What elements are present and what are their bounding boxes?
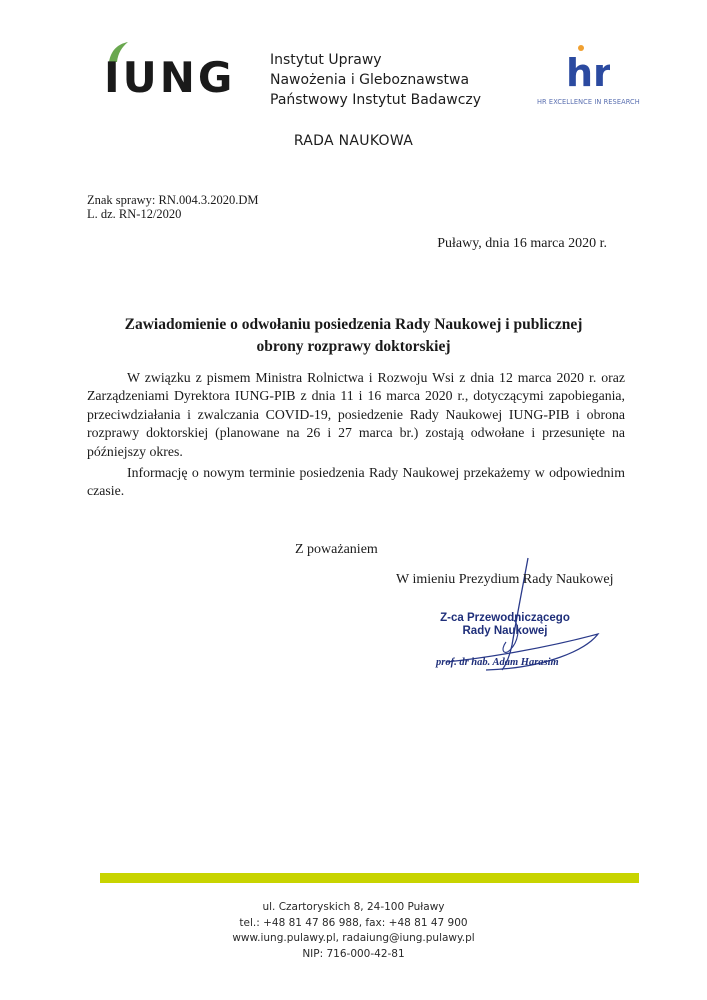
title-line-1: Zawiadomienie o odwołaniu posiedzenia Rady Naukowej i publicznej (124, 316, 583, 333)
institute-name (270, 50, 481, 110)
footer-phone: tel.: +48 81 47 86 988, fax: +48 81 47 900 (239, 916, 468, 929)
signatory-name: prof. dr hab. Adam Harasim (436, 657, 559, 668)
journal-number: L. dz. RN-12/2020 (87, 207, 182, 221)
svg-text:IUNG: IUNG (104, 53, 236, 100)
hr-excellence-logo (560, 42, 610, 92)
footer-address: ul. Czartoryskich 8, 24-100 Puławy (262, 901, 445, 913)
stamp-line-2: Rady Naukowej (462, 625, 548, 637)
on-behalf-line: W imieniu Prezydium Rady Naukowej (396, 572, 614, 587)
document-title (80, 314, 627, 358)
svg-text:hr: hr (566, 51, 610, 92)
case-number: Znak sprawy: RN.004.3.2020.DM (87, 193, 259, 207)
institute-line-1: Instytut Uprawy (270, 52, 382, 68)
institute-line-3: Państwowy Instytut Badawczy (270, 92, 482, 108)
institute-line-2: Nawożenia i Gleboznawstwa (270, 72, 470, 88)
footer-web: www.iung.pulawy.pl, radaiung@iung.pulawy.pl (232, 932, 475, 944)
stamp-line-1: Z-ca Przewodniczącego (440, 612, 570, 624)
iung-logo (104, 40, 260, 100)
council-heading: RADA NAUKOWA (293, 133, 414, 149)
body-paragraph-1: W związku z pismem Ministra Rolnictwa i Rozwoju Wsi z dnia 12 marca 2020 r. oraz Zarządzeniami Dyrektora IUNG-PIB z dnia 11 i 16 marca 2020 r., dotyczącymi zapobiegania, przeciwdziałania i zwalczania COVID-19, posiedzenie Rady Naukowej IUNG-PIB i obrona rozprawy doktorskiej (planowane na 26 i 27 marca br.) zostają odwołane i przesunięte na późniejszy okres. (87, 370, 625, 459)
footer-nip: NIP: 716-000-42-81 (302, 947, 405, 960)
title-line-2: obrony rozprawy doktorskiej (256, 338, 451, 355)
stamp-block (440, 612, 570, 638)
closing-regards: Z poważaniem (295, 542, 378, 557)
letter-body (87, 369, 625, 501)
footer-contact (0, 900, 707, 962)
date-line: Puławy, dnia 16 marca 2020 r. (437, 236, 607, 251)
reference-block (87, 193, 259, 221)
footer-divider (100, 873, 639, 883)
hr-caption: HR EXCELLENCE IN RESEARCH (537, 98, 640, 106)
body-paragraph-2: Informację o nowym terminie posiedzenia Rady Naukowej przekażemy w odpowiednim czasie. (87, 465, 625, 499)
